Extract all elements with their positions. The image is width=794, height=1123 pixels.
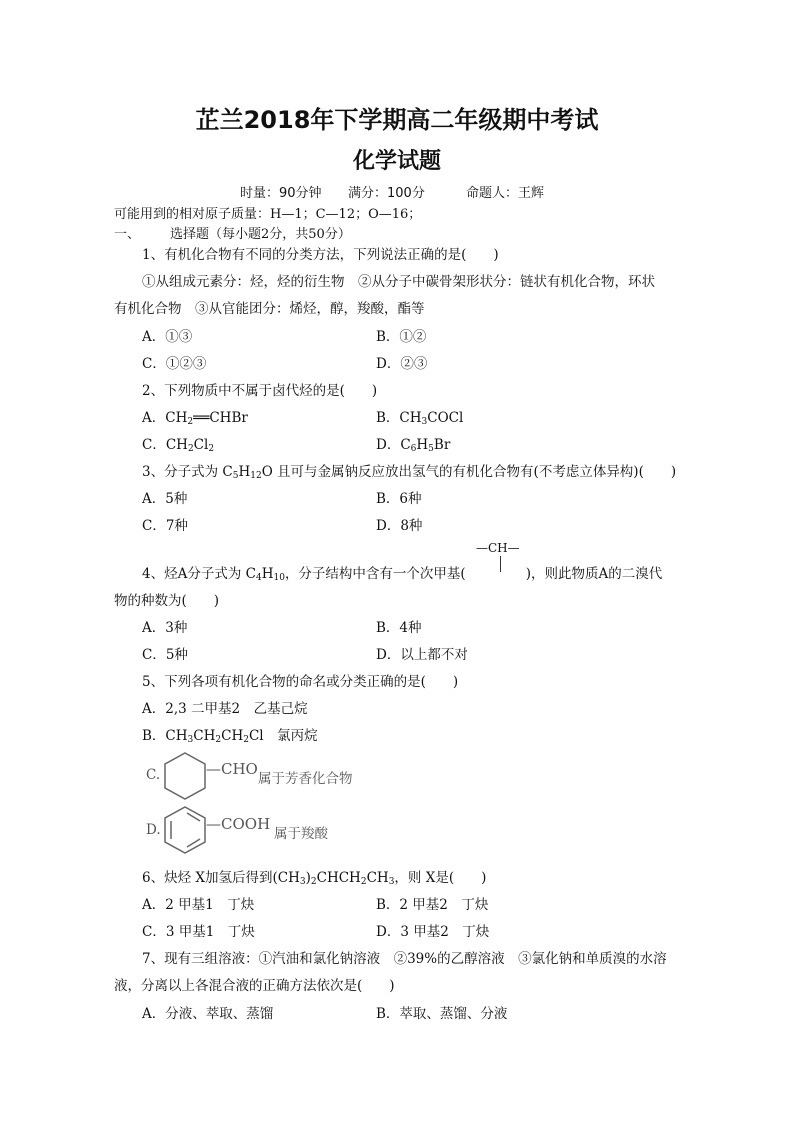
q2-option-d: D．$C_6H_5Br$ [376,437,451,454]
q4-option-c: C．5种 [142,647,188,663]
q2-option-c: C．$CH_2Cl_2$ [142,437,215,454]
q4-option-d: D．以上都不对 [376,647,468,663]
q5-option-c-text: 属于芳香化合物 [258,771,353,787]
q7-stem: 7、现有三组溶液：①汽油和氯化钠溶液 ②39%的乙醇溶液 ③氯化钠和单质溴的水溶 [142,951,667,967]
q5-stem: 5、下列各项有机化合物的命名或分类正确的是( ) [142,674,459,690]
exam-time: 时量：90分钟 [240,186,322,201]
q1-option-b: B．①② [376,329,427,345]
q5-option-d-label: D. [146,822,161,838]
q1-line2: ①从组成元素分：烃，烃的衍生物 ②从分子中碳骨架形状分：链状有机化合物，环状 [142,274,655,290]
q4-option-b: B．4种 [376,620,422,636]
q6-option-a: A．2 甲基1 丁炔 [142,897,255,913]
q5-option-a: A．2,3 二甲基2 乙基己烷 [142,701,308,717]
q3-option-d: D．8种 [376,518,423,534]
q7-option-a: A．分液、萃取、蒸馏 [142,1006,274,1022]
section-number: 一、 [114,227,141,242]
q5-option-b: B．$CH_3CH_2CH_2Cl$ 氯丙烷 [142,728,318,745]
section-title: 选择题（每小题2分，共50分） [170,227,351,242]
q1-option-a: A．①③ [142,329,193,345]
methine-structure [476,541,520,555]
q4-option-a: A．3种 [142,620,188,636]
exam-title: 芷兰2018年下学期高二年级期中考试 [195,106,599,134]
q1-line3: 有机化合物 ③从官能团分：烯烃，醇，羧酸，酯等 [114,301,425,317]
exam-author: 命题人：王辉 [466,186,545,201]
q2-option-a: A．$CH_2══CHBr$ [142,410,248,427]
q6-option-c: C．3 甲基1 丁炔 [142,924,255,940]
q6-option-b: B．2 甲基2 丁炔 [376,897,489,913]
q5-option-c-label: C. [146,767,161,783]
q3-stem: 3、分子式为 $C_5H_{12}O$ 且可与金属钠反应放出氢气的有机化合物有(不考虑立体异构)( ) [142,464,677,481]
q5-option-c-group: —CHO [206,760,258,778]
q6-option-d: D．3 甲基2 丁炔 [376,924,490,940]
q1-option-c: C．①②③ [142,356,207,372]
q2-stem: 2、下列物质中不属于卤代烃的是( ) [142,383,378,399]
q2-option-b: B．$CH_3COCl$ [376,410,464,427]
atomic-mass-note: 可能用到的相对原子质量：H—1；C—12；O—16； [114,207,422,222]
q4-stem: 4、烃A分子式为 $C_4H_{10}$，分子结构中含有一个次甲基( )，则此物质A的二溴代 [142,566,663,583]
q1-option-d: D．②③ [376,356,428,372]
q3-option-c: C．7种 [142,518,188,534]
q5-option-d-group: —COOH [206,815,271,833]
q6-stem: 6、炔烃 X加氢后得到$(CH_3)_2CHCH_2CH_3$，则 X是( ) [142,870,487,887]
q7-option-b: B．萃取、蒸馏、分液 [376,1006,508,1022]
q4-line2: 物的种数为( ) [114,593,220,609]
exam-score: 满分：100分 [348,186,425,201]
q3-option-a: A．5种 [142,491,188,507]
benzene-ring-icon [162,804,208,856]
q5-option-d-text: 属于羧酸 [274,826,328,842]
cyclohexane-ring-icon [162,750,208,802]
q7-line2: 液，分离以上各混合液的正确方法依次是( ) [114,978,395,994]
exam-subtitle: 化学试题 [352,149,441,174]
q1-stem: 1、有机化合物有不同的分类方法，下列说法正确的是( ) [142,247,499,263]
methine-label: —CH— [476,541,520,555]
q3-option-b: B．6种 [376,491,422,507]
